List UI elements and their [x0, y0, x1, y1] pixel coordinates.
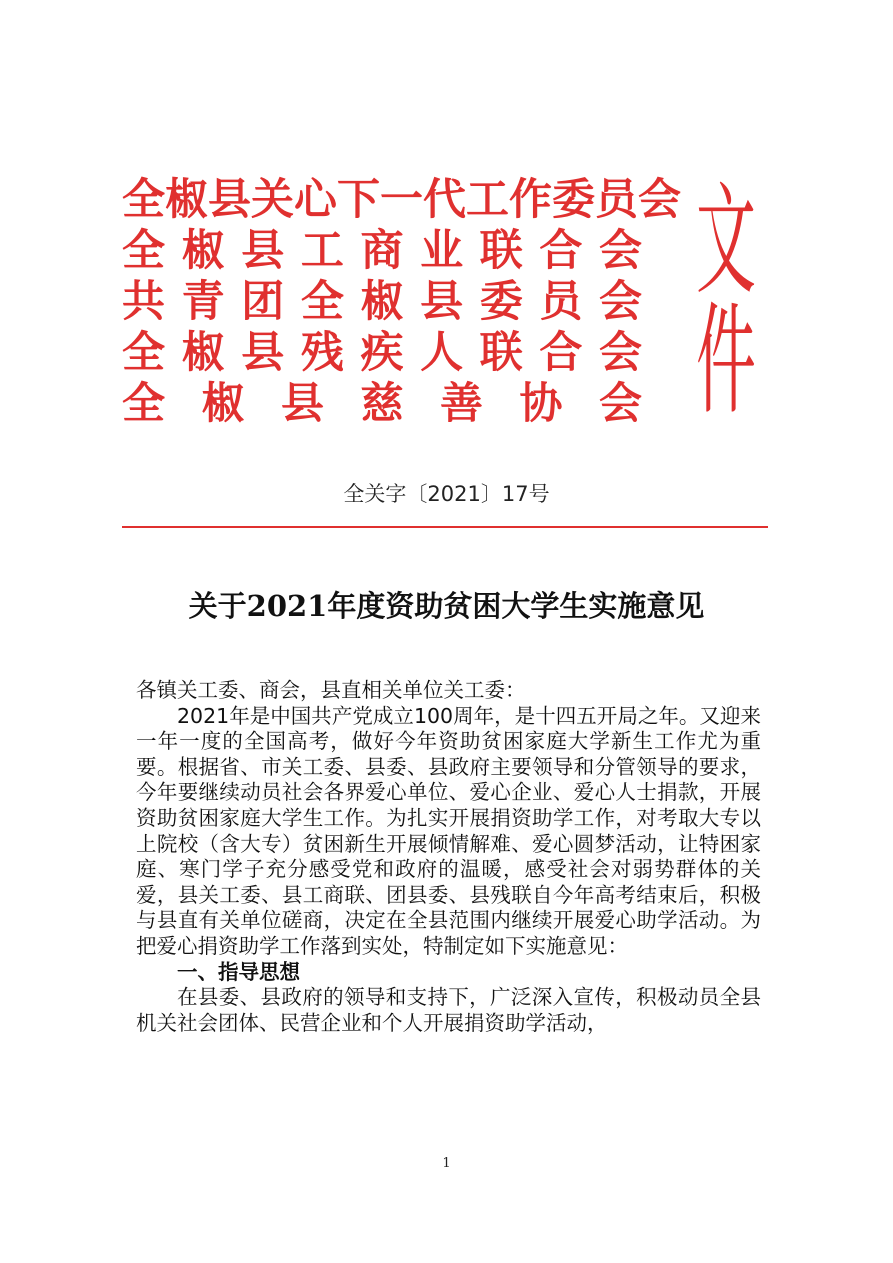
org-character: 县: [241, 328, 285, 378]
org-character: 会: [599, 379, 642, 429]
org-character: 慈: [360, 379, 404, 429]
section-heading-1: 一、指导思想: [177, 959, 300, 984]
org-character: 作: [509, 175, 552, 225]
org-character: 县: [281, 379, 324, 429]
org-character: 会: [599, 226, 642, 276]
org-character: 关: [251, 175, 294, 225]
org-line-5: [122, 379, 642, 430]
paragraph-2: 在县委、县政府的领导和支持下，广泛深入宣传，积极动员全县机关社会团体、民营企业和个人开展捐资助学活动，: [136, 985, 761, 1035]
document-number: 全关字〔2021〕17号: [343, 482, 550, 506]
org-character: 员: [595, 175, 638, 225]
issuing-organizations: [122, 175, 681, 430]
org-character: 全: [122, 328, 165, 378]
org-line-2: [122, 226, 642, 277]
document-title: 关于2021年度资助贫困大学生实施意见: [188, 589, 705, 623]
paragraph-1: 2021年是中国共产党成立100周年，是十四五开局之年。又迎来一年一度的全国高考，做好今年资助贫困家庭大学新生工作尤为重要。根据省、市关工委、县委、县政府主要领导和分管领导的要求，今年要继续动员社会各界爱心单位、爱心企业、爱心人士捐款，开展资助贫困家庭大学生工作。为扎实开展捐资助学工作，对考取大专以上院校（含大专）贫困新生开展倾情解难、爱心圆梦活动，让特困家庭、寒门学子充分感受党和政府的温暖，感受社会对弱势群体的关爱，县关工委、县工商联、团县委、县残联自今年高考结束后，积极与县直有关单位磋商，决定在全县范围内继续开展爱心助学活动。为把爱心捐资助学工作落到实处，特制定如下实施意见：: [136, 703, 761, 958]
org-character: 椒: [181, 226, 225, 276]
salutation: 各镇关工委、商会，县直相关单位关工委：: [136, 678, 526, 702]
org-character: 青: [181, 277, 225, 327]
document-body: [136, 678, 761, 1036]
org-character: 全: [300, 277, 344, 327]
org-character: 商: [360, 226, 404, 276]
page-number: 1: [442, 1156, 451, 1171]
red-divider: [122, 526, 768, 528]
org-character: 一: [380, 175, 423, 225]
org-character: 合: [539, 328, 583, 378]
org-character: 椒: [165, 175, 208, 225]
org-character: 联: [479, 328, 523, 378]
org-character: 椒: [201, 379, 245, 429]
org-character: 团: [241, 277, 285, 327]
org-character: 人: [420, 328, 464, 378]
org-character: 合: [539, 226, 583, 276]
org-character: 县: [420, 277, 464, 327]
org-character: 心: [294, 175, 337, 225]
org-character: 疾: [360, 328, 404, 378]
org-character: 委: [552, 175, 595, 225]
document-mark: [668, 172, 780, 431]
org-character: 椒: [181, 328, 225, 378]
org-character: 工: [466, 175, 509, 225]
org-character: 善: [440, 379, 483, 429]
org-character: 全: [122, 175, 165, 225]
org-character: 委: [479, 277, 523, 327]
org-character: 全: [122, 379, 165, 429]
org-line-4: [122, 328, 642, 379]
org-character: 残: [300, 328, 344, 378]
org-character: 业: [420, 226, 464, 276]
document-mark-text: 文件: [696, 172, 751, 431]
org-character: 员: [539, 277, 583, 327]
org-character: 会: [599, 277, 642, 327]
org-character: 全: [122, 226, 165, 276]
org-character: 县: [208, 175, 251, 225]
org-character: 联: [479, 226, 523, 276]
org-character: 共: [122, 277, 165, 327]
org-character: 会: [638, 175, 681, 225]
org-character: 协: [519, 379, 563, 429]
org-character: 会: [599, 328, 642, 378]
org-line-3: [122, 277, 642, 328]
org-character: 代: [423, 175, 466, 225]
org-character: 下: [337, 175, 380, 225]
org-character: 椒: [360, 277, 404, 327]
org-character: 县: [241, 226, 285, 276]
org-character: 工: [300, 226, 344, 276]
org-line-1: [122, 175, 681, 226]
